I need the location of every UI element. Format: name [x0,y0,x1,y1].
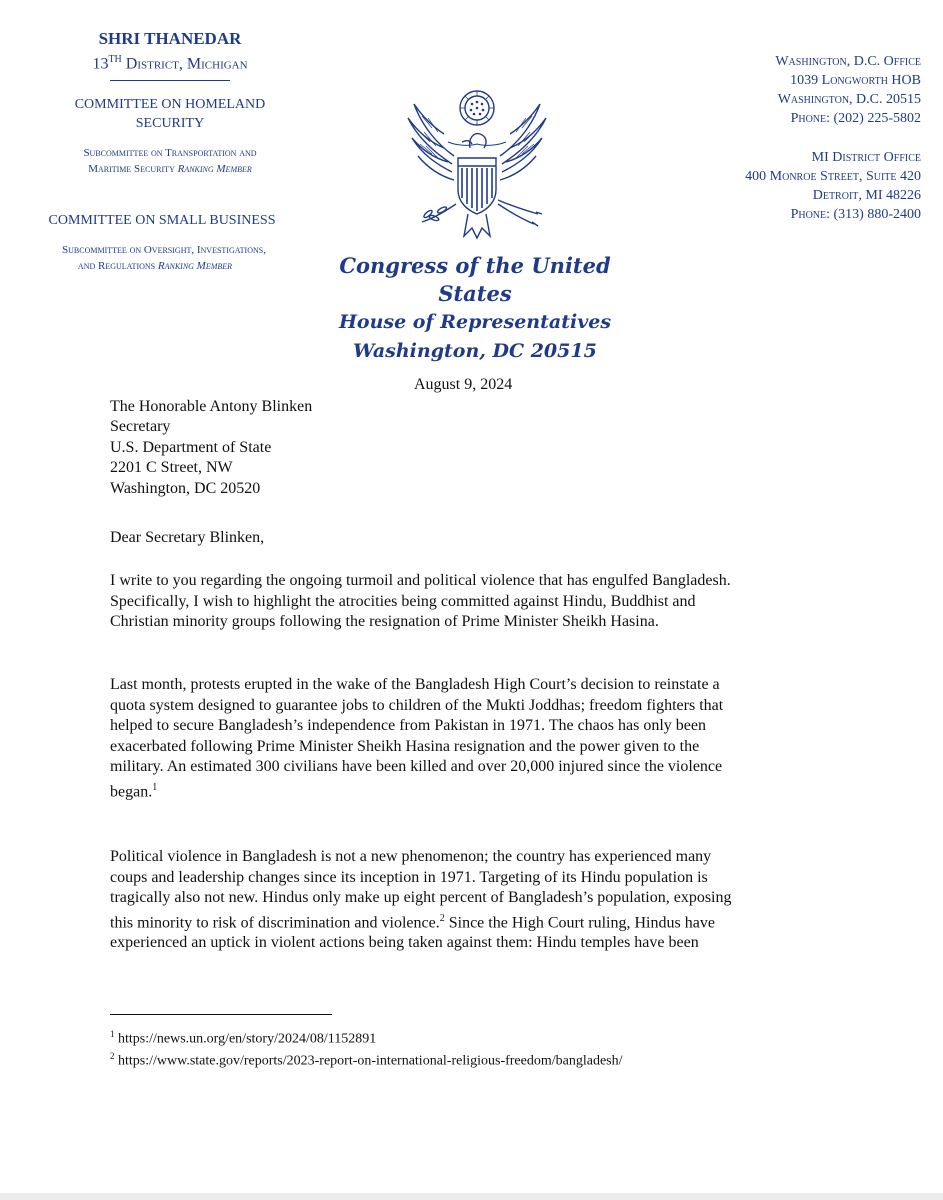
footnote-2-link[interactable]: https://www.state.gov/reports/2023-report-on-international-religious-freedom/bangladesh/ [118,1053,623,1069]
subcommittee-transportation-line2: Maritime Security Ranking Member [88,163,252,176]
subcommittee-transportation-line1: Subcommittee on Transportation and [83,147,257,160]
footnote-ref-2[interactable]: 2 [439,912,445,924]
name-divider [110,80,230,81]
footnote-2: $^2$ https://www.state.gov/reports/2023-report-on-international-religious-freedom/bangladesh/ [110,1051,623,1069]
page-bottom-edge [0,1193,943,1200]
congress-title: Congress of the United States [339,253,611,306]
body-paragraph-3: Political violence in Bangladesh is not a new phenomenon; the country has experienced many coups and leadership changes since its inception in 1971. Targeting of its Hindu population is tragically also not new. Hindus only make up eight percent of Bangladesh’s population, exposing this minority to risk of discrimination and violence.$^2$ Since the High Court ruling, Hindus have experienced an uptick in violent actions being taken against them: Hindu temples have been [110,848,732,952]
footnote-divider [110,1014,332,1015]
recipient-line: The Honorable Antony Blinken [110,398,313,415]
salutation: Dear Secretary Blinken, [110,529,265,546]
subcommittee-oversight-line2: and Regulations Ranking Member [77,260,233,273]
washington-title: Washington, DC 20515 [353,340,597,362]
letterhead-right-column [691,52,921,224]
recipient-line: Secretary [110,418,171,436]
recipient-line: 2201 C Street, NW [110,459,233,477]
member-name: SHRI THANEDAR [98,29,242,48]
member-district: 13TH District, Michigan [92,54,248,73]
committee-small-business: COMMITTEE ON SMALL BUSINESS [48,213,276,229]
recipient-address [110,397,312,499]
great-seal-eagle-icon [392,86,562,246]
recipient-line: U.S. Department of State [110,438,272,456]
mi-office-address: MI District Office 400 Monroe Street, Suite 420 Detroit, MI 48226 Phone: (313) 880-2400 [745,150,921,222]
footnote-ref-1[interactable]: 1 [152,781,158,793]
body-paragraph-1: I write to you regarding the ongoing turmoil and political violence that has engulfed Bangladesh. Specifically, I wish to highlight the atrocities being committed against Hindu, Buddhist and Christian minority groups following the resignation of Prime Minister Sheikh Hasina. [110,572,731,630]
house-title: House of Representatives [338,311,612,333]
congress-heading [300,252,650,366]
body-paragraph-2: Last month, protests erupted in the wake of the Bangladesh High Court’s decision to reinstate a quota system designed to guarantee jobs to children of the Mukti Joddhas; freedom fighters that helped to secure Bangladesh’s independence from Pakistan in 1971. The chaos has only been exacerbated following Prime Minister Sheikh Hasina resignation and the power given to the military. An estimated 300 civilians have been killed and over 20,000 injured since the violence began.$^1$ [110,676,724,800]
letter-date: August 9, 2024 [414,376,513,393]
subcommittee-oversight-line1: Subcommittee on Oversight, Investigations, [62,244,266,257]
recipient-line: Washington, DC 20520 [110,479,261,497]
footnote-1-link[interactable]: https://news.un.org/en/story/2024/08/1152891 [118,1031,377,1047]
letterhead-left-column [0,28,340,274]
footnote-1: $^1$ https://news.un.org/en/story/2024/08/1152891 [110,1029,377,1047]
dc-office-address: Washington, D.C. Office 1039 Longworth HOB Washington, D.C. 20515 Phone: (202) 225-5802 [775,54,921,126]
committee-homeland-security: COMMITTEE ON HOMELAND SECURITY [74,97,266,132]
